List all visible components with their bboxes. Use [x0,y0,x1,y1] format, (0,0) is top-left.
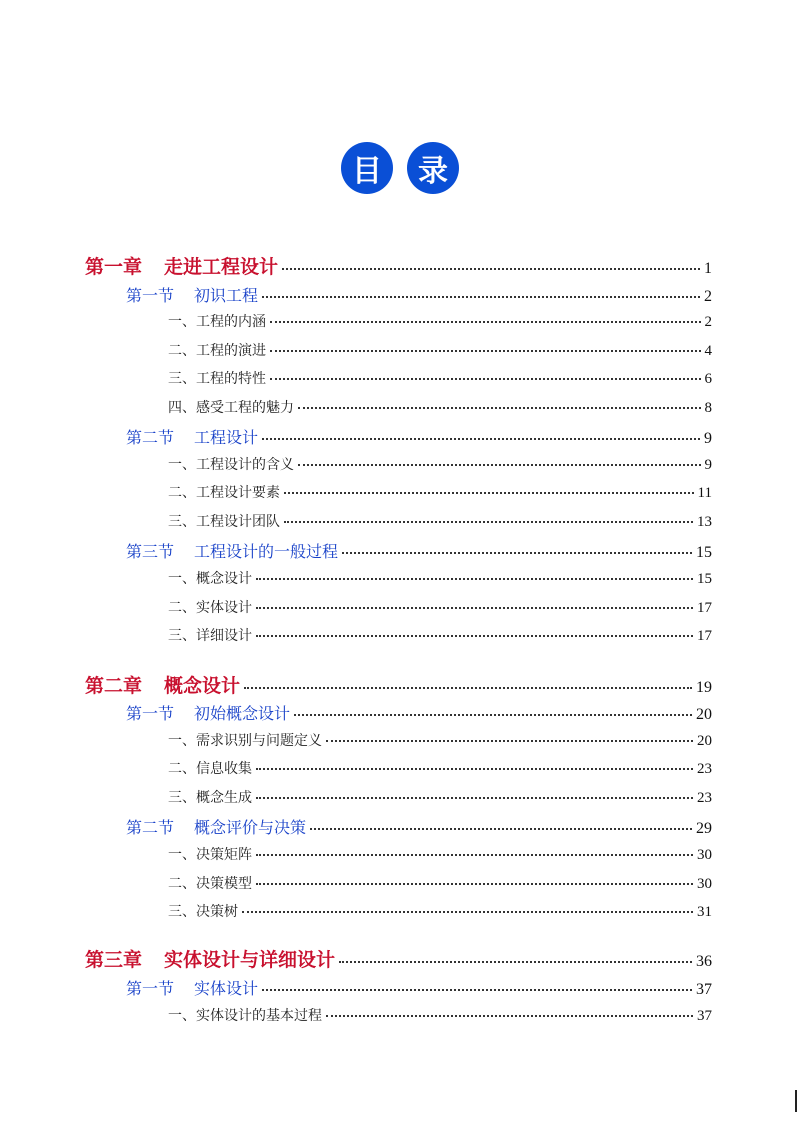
dot-leader [256,797,693,799]
toc-title: 需求识别与问题定义 [196,733,322,749]
toc-number: 一、 [168,847,196,863]
toc-number: 一、 [168,571,196,587]
toc-number: 二、 [168,600,196,616]
toc-label [168,511,280,531]
toc-title: 概念生成 [196,790,252,806]
toc-label [126,425,258,448]
toc-label [85,945,335,972]
toc-title: 工程的特性 [196,371,266,387]
toc-page-number: 13 [697,514,712,530]
page-edge-mark [795,1090,797,1112]
dot-leader [262,989,692,991]
toc-label [168,901,238,921]
toc-section[interactable] [126,425,712,448]
toc-number: 第一节 [126,979,175,998]
dot-leader [256,854,693,856]
toc-label [126,701,290,724]
toc-label [126,539,338,562]
toc-item[interactable] [168,568,712,588]
toc-number: 第一节 [126,286,175,305]
toc-page-number: 30 [697,847,712,863]
dot-leader [262,438,700,440]
toc-title: 工程设计的含义 [196,457,294,473]
dot-leader [339,961,692,963]
toc-title: 工程设计要素 [196,485,280,501]
toc-item[interactable] [168,901,712,921]
toc-title: 工程的内涵 [196,314,266,330]
toc-title: 走进工程设计 [164,256,279,278]
toc-label [168,397,294,417]
toc-page-number: 9 [704,457,712,473]
toc-number: 第三章 [85,949,143,971]
toc-title: 初识工程 [194,286,259,305]
toc-page-number: 6 [704,371,712,387]
toc-number: 三、 [168,514,196,530]
toc-page-number: 37 [697,1008,712,1024]
toc-page-number: 11 [697,485,712,501]
toc-page-number: 29 [696,820,712,837]
toc-number: 第一章 [85,256,143,278]
toc-title: 工程的演进 [196,343,266,359]
toc-item[interactable] [168,1005,712,1025]
dot-leader [310,828,692,830]
toc-page-number: 20 [696,706,712,723]
toc-number: 二、 [168,485,196,501]
toc-label [168,758,252,778]
toc-chapter[interactable] [85,252,712,279]
dot-leader [256,768,693,770]
toc-page-number: 36 [696,953,712,970]
toc-title: 实体设计 [194,979,259,998]
toc-title: 概念设计 [196,571,252,587]
toc-chapter[interactable] [85,945,712,972]
toc-title: 决策模型 [196,876,252,892]
toc-label [85,671,240,698]
toc-chapter[interactable] [85,671,712,698]
toc-title: 决策树 [196,904,238,920]
toc-item[interactable] [168,368,712,388]
toc-label [168,482,280,502]
dot-leader [298,464,701,466]
toc-page-number: 1 [704,260,712,277]
dot-leader [256,578,693,580]
toc-number: 三、 [168,628,196,644]
toc-title: 概念评价与决策 [194,818,307,837]
toc-page-number: 31 [697,904,712,920]
toc-title: 初始概念设计 [194,704,291,723]
toc-item[interactable] [168,340,712,360]
dot-leader [284,492,694,494]
toc-item[interactable] [168,873,712,893]
toc-page-number: 17 [697,628,712,644]
toc-section[interactable] [126,539,712,562]
dot-leader [262,296,700,298]
toc-section[interactable] [126,815,712,838]
toc-label [168,368,266,388]
toc-item[interactable] [168,730,712,750]
toc-label [168,625,252,645]
toc-number: 一、 [168,457,196,473]
toc-page-number: 9 [704,430,712,447]
toc-page-number: 30 [697,876,712,892]
toc-label [126,283,258,306]
toc-item[interactable] [168,482,712,502]
toc-title: 决策矩阵 [196,847,252,863]
toc-label [126,976,258,999]
toc-number: 第一节 [126,704,175,723]
toc-number: 四、 [168,400,196,416]
toc-page-number: 23 [697,790,712,806]
toc-item[interactable] [168,397,712,417]
toc-number: 第二章 [85,675,143,697]
toc-number: 一、 [168,1008,196,1024]
toc-item[interactable] [168,597,712,617]
toc-page-number: 37 [696,981,712,998]
toc-page-number: 17 [697,600,712,616]
dot-leader [326,1015,693,1017]
toc-item[interactable] [168,454,712,474]
dot-leader [284,521,693,523]
dot-leader [282,268,700,270]
dot-leader [256,635,693,637]
toc-number: 三、 [168,904,196,920]
dot-leader [256,607,693,609]
toc-number: 三、 [168,790,196,806]
toc-label [168,597,252,617]
dot-leader [256,883,693,885]
toc-title: 工程设计团队 [196,514,280,530]
toc-page-number: 19 [696,679,712,696]
toc-label [168,311,266,331]
toc-item[interactable] [168,758,712,778]
toc-page-number: 20 [697,733,712,749]
toc-page-number: 23 [697,761,712,777]
toc-number: 一、 [168,733,196,749]
toc-item[interactable] [168,311,712,331]
toc-item[interactable] [168,844,712,864]
toc-page-number: 15 [697,571,712,587]
toc-page-number: 2 [704,314,712,330]
toc-section[interactable] [126,976,712,999]
dot-leader [342,552,692,554]
toc-title: 详细设计 [196,628,252,644]
toc-page-number: 4 [704,343,712,359]
toc-label [85,252,278,279]
toc-title: 实体设计与详细设计 [164,949,336,971]
title-char: 录 [407,142,459,194]
toc-title: 感受工程的魅力 [196,400,294,416]
toc-number: 二、 [168,761,196,777]
toc-number: 一、 [168,314,196,330]
toc-number: 二、 [168,343,196,359]
toc-item[interactable] [168,511,712,531]
toc-label [168,844,252,864]
toc-number: 第二节 [126,428,175,447]
dot-leader [270,321,701,323]
dot-leader [242,911,693,913]
toc-number: 三、 [168,371,196,387]
toc-label [168,873,252,893]
toc-number: 二、 [168,876,196,892]
toc-title: 实体设计 [196,600,252,616]
toc-page-number: 2 [704,288,712,305]
toc-label [168,454,294,474]
toc-page-number: 8 [704,400,712,416]
dot-leader [294,714,692,716]
toc-title: 工程设计的一般过程 [194,542,339,561]
toc-label [168,340,266,360]
toc-label [168,787,252,807]
toc-label [168,568,252,588]
toc-label [168,730,322,750]
dot-leader [298,407,701,409]
dot-leader [270,378,701,380]
toc-section[interactable] [126,701,712,724]
toc-item[interactable] [168,625,712,645]
title-char: 目 [341,142,393,194]
toc-label [126,815,306,838]
dot-leader [270,350,701,352]
toc-page-number: 15 [696,544,712,561]
toc-number: 第三节 [126,542,175,561]
dot-leader [244,687,692,689]
toc-item[interactable] [168,787,712,807]
toc-number: 第二节 [126,818,175,837]
toc-title: 信息收集 [196,761,252,777]
toc-title: 实体设计的基本过程 [196,1008,322,1024]
dot-leader [326,740,693,742]
toc-section[interactable] [126,283,712,306]
toc-title: 概念设计 [164,675,241,697]
toc-label [168,1005,322,1025]
toc-title: 工程设计 [194,428,259,447]
